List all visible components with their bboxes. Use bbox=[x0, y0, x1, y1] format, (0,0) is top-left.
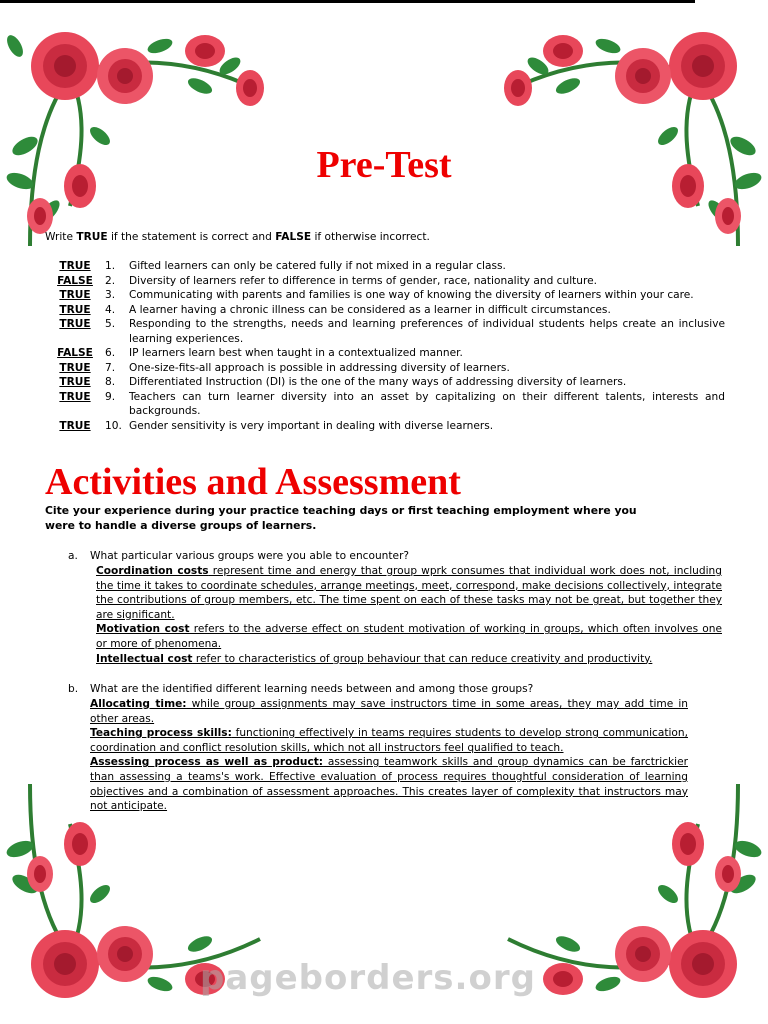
tf-number: 7. bbox=[105, 361, 116, 374]
answer-paragraph bbox=[90, 755, 688, 813]
watermark: pageborders.org bbox=[200, 958, 536, 998]
tf-number: 3. bbox=[105, 289, 116, 301]
answer-paragraph bbox=[90, 697, 688, 726]
tf-answer: FALSE bbox=[57, 274, 93, 287]
answer-term: Assessing process as well as product: bbox=[90, 756, 324, 769]
answer-text: refer to characteristics of group behaviour that can reduce creativity and productivity. bbox=[192, 652, 653, 665]
tf-item bbox=[45, 274, 725, 289]
tf-answer: FALSE bbox=[57, 347, 93, 359]
tf-item bbox=[45, 361, 725, 376]
answer-text: assessing teamwork skills and group dynamics can be farctrickier than assessing a teams's work. Effective evaluation of process requires thoughtful consideration of learning objectives and a combination of assessment approaches. This creates layer of complexity that instructors may not anticipate. bbox=[90, 756, 688, 813]
question-b bbox=[68, 682, 533, 697]
tf-answer: TRUE bbox=[59, 289, 91, 301]
answer-text: refers to the adverse effect on student motivation of working in groups, which often involves one or more of phenomena. bbox=[96, 623, 722, 650]
question-letter: a. bbox=[68, 550, 78, 562]
tf-statement: Differentiated Instruction (DI) is the one of the many ways of addressing diversity of learners. bbox=[129, 376, 627, 388]
tf-number: 5. bbox=[105, 318, 116, 330]
tf-statement: Diversity of learners refer to difference in terms of gender, race, nationality and culture. bbox=[129, 274, 598, 287]
tf-statement: Gifted learners can only be catered fully if not mixed in a regular class. bbox=[129, 260, 506, 272]
true-false-list bbox=[45, 259, 725, 433]
tf-item bbox=[45, 375, 725, 390]
activities-title: Activities and Assessment bbox=[45, 461, 461, 503]
answer-term: Intellectual cost bbox=[96, 652, 193, 665]
tf-number: 8. bbox=[105, 376, 116, 388]
tf-number: 9. bbox=[105, 390, 116, 403]
rose-corner-graphic bbox=[0, 6, 290, 246]
tf-number: 10. bbox=[105, 419, 122, 432]
answer-text: represent time and energy that group wprk consumes that individual work does not, including the time it takes to coordinate schedules, arrange meetings, meet, correspond, make decisions collectively, integrate the contributions of group members, etc. The time spent on each of these tasks may not be great, but together they are significant. bbox=[96, 565, 722, 621]
tf-item bbox=[45, 288, 725, 303]
tf-item bbox=[45, 303, 725, 318]
tf-answer: TRUE bbox=[59, 376, 91, 388]
tf-statement: A learner having a chronic illness can be considered as a learner in difficult circumstances. bbox=[129, 303, 611, 316]
tf-statement: One-size-fits-all approach is possible in addressing diversity of learners. bbox=[129, 361, 510, 374]
tf-number: 4. bbox=[105, 303, 116, 316]
tf-answer: TRUE bbox=[59, 419, 91, 432]
tf-item bbox=[45, 317, 725, 346]
rose-border-top-right bbox=[478, 6, 768, 246]
answer-term: Allocating time: bbox=[90, 698, 187, 710]
tf-answer: TRUE bbox=[59, 318, 91, 330]
tf-answer: TRUE bbox=[59, 260, 91, 272]
answer-text: while group assignments may save instructors time in some areas, they may add time in other areas. bbox=[90, 698, 688, 725]
answer-b bbox=[90, 697, 688, 814]
answer-term: Motivation cost bbox=[96, 623, 190, 636]
pretest-instruction: Write TRUE if the statement is correct and FALSE if otherwise incorrect. bbox=[45, 231, 430, 243]
tf-item bbox=[45, 390, 725, 419]
question-a bbox=[68, 549, 409, 564]
rose-border-top-left bbox=[0, 6, 290, 246]
answer-text: functioning effectively in teams requires students to develop strong communication, coordination and conflict resolution skills, which not all instructors feel qualified to teach. bbox=[90, 727, 688, 754]
tf-number: 2. bbox=[105, 274, 116, 287]
answer-paragraph bbox=[96, 564, 722, 622]
answer-paragraph bbox=[90, 726, 688, 755]
tf-number: 1. bbox=[105, 260, 116, 272]
rose-corner-graphic bbox=[478, 6, 768, 246]
answer-term: Coordination costs bbox=[96, 565, 209, 577]
pretest-title: Pre-Test bbox=[316, 144, 452, 186]
tf-statement: Communicating with parents and families is one way of knowing the diversity of learners within your care. bbox=[129, 289, 694, 301]
answer-paragraph bbox=[96, 652, 722, 667]
tf-number: 6. bbox=[105, 347, 116, 359]
answer-a bbox=[96, 564, 722, 666]
tf-answer: TRUE bbox=[59, 390, 91, 403]
activities-intro: Cite your experience during your practice teaching days or first teaching employment where you were to handle a diverse groups of learners. bbox=[45, 504, 637, 532]
answer-paragraph bbox=[96, 622, 722, 651]
tf-statement: Responding to the strengths, needs and learning preferences of individual students helps create an inclusive learning experiences. bbox=[129, 318, 725, 345]
tf-answer: TRUE bbox=[59, 361, 91, 374]
tf-statement: Gender sensitivity is very important in dealing with diverse learners. bbox=[129, 419, 494, 432]
answer-term: Teaching process skills: bbox=[90, 727, 232, 740]
question-text: What are the identified different learning needs between and among those groups? bbox=[90, 683, 534, 695]
tf-statement: Teachers can turn learner diversity into an asset by capitalizing on their different talents, interests and backgrounds. bbox=[129, 390, 725, 417]
tf-item bbox=[45, 259, 725, 274]
question-letter: b. bbox=[68, 683, 79, 695]
tf-answer: TRUE bbox=[59, 303, 91, 316]
tf-statement: IP learners learn best when taught in a contextualized manner. bbox=[129, 347, 463, 359]
top-rule bbox=[0, 0, 695, 3]
question-text: What particular various groups were you able to encounter? bbox=[90, 550, 410, 562]
tf-item bbox=[45, 419, 725, 434]
tf-item bbox=[45, 346, 725, 361]
